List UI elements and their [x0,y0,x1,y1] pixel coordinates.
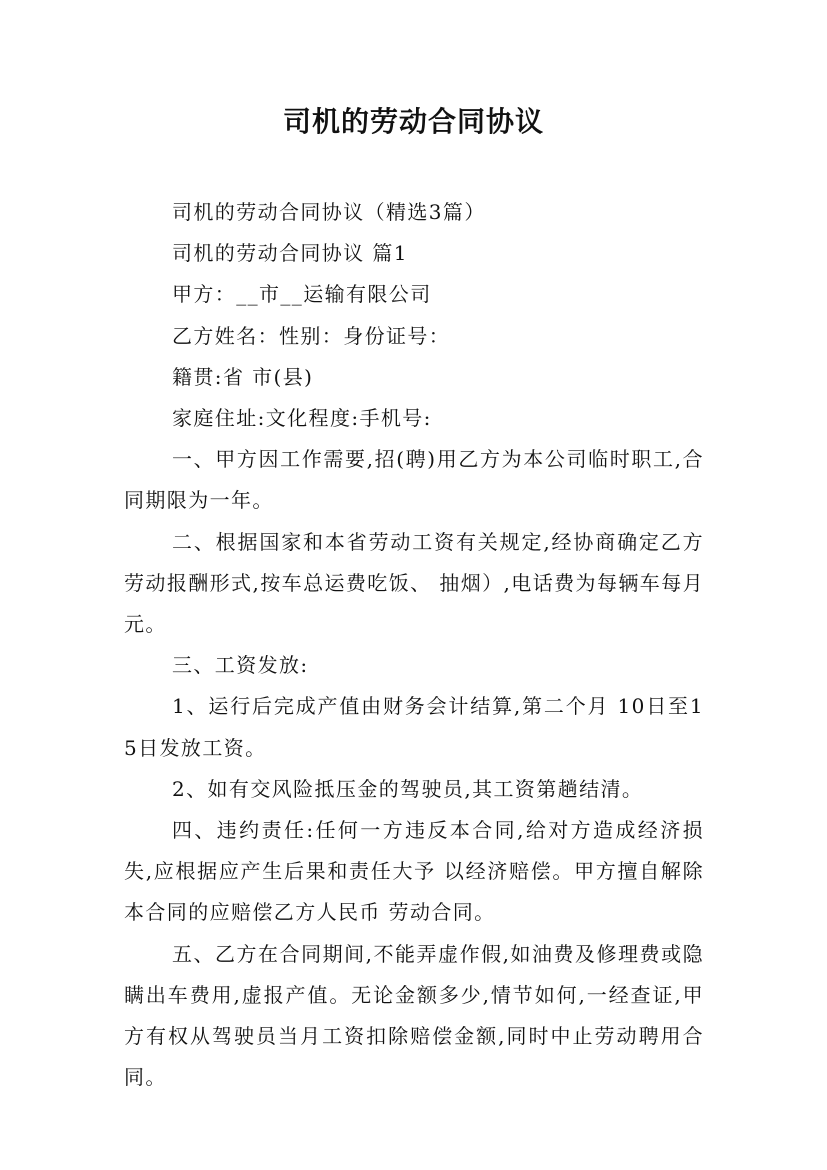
paragraph-party-b: 乙方姓名：性别：身份证号： [172,323,451,348]
paragraph-clause-5: 五、乙方在合同期间,不能弄虚作假,如油费及修理费或隐瞒出车费用,虚报产值。无论金额多少,情节如何,一经查证,甲方有权从驾驶员当月工资扣除赔偿金额,同时中止劳动聘用合同。 [124,941,704,1090]
paragraph-clause-3-heading: 三、工资发放: [172,653,309,678]
paragraph-clause-2: 二、根据国家和本省劳动工资有关规定,经协商确定乙方劳动报酬形式,按车总运费吃饭、 抽烟）,电话费为每辆车每月 元。 [124,529,704,637]
paragraph-section-heading: 司机的劳动合同协议 篇1 [172,241,408,266]
paragraph-address: 家庭住址:文化程度:手机号: [172,406,432,431]
paragraph-subtitle: 司机的劳动合同协议（精选3篇） [172,200,486,224]
document-title: 司机的劳动合同协议 [282,105,544,138]
paragraph-clause-3-item-2: 2、如有交风险抵压金的驾驶员,其工资第趟结清。 [172,776,644,801]
paragraph-clause-3-item-1: 1、运行后完成产值由财务会计结算,第二个月 10日至15日发放工资。 [124,694,704,760]
paragraph-clause-4: 四、违约责任:任何一方违反本合同,给对方造成经济损失,应根据应产生后果和责任大予 以经济赔偿。甲方擅自解除本合同的应赔偿乙方人民币 劳动合同。 [124,818,704,925]
document-body [124,192,704,1098]
paragraph-native-place: 籍贯:省 市(县) [172,364,314,389]
paragraph-clause-1: 一、甲方因工作需要,招(聘)用乙方为本公司临时职工,合同期限为一年。 [124,447,704,513]
paragraph-party-a: 甲方：__市__运输有限公司 [172,282,432,307]
